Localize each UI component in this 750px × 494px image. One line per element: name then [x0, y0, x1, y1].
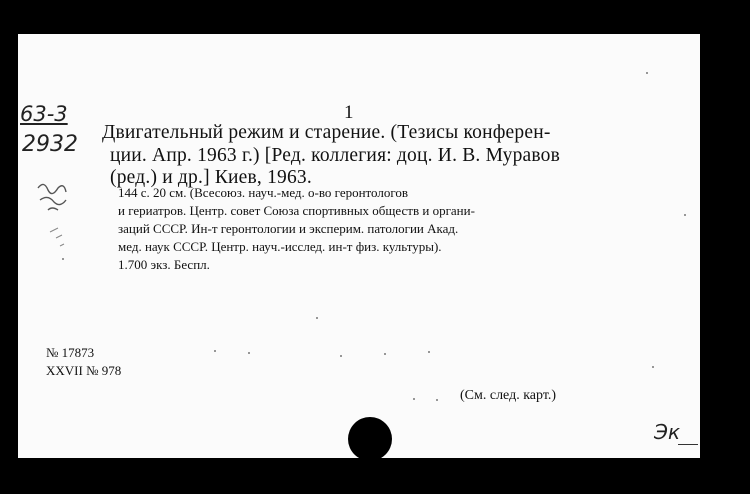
- body-line-2: и гериатров. Центр. совет Союза спортивных обществ и органи-: [118, 203, 475, 218]
- speck: [652, 366, 654, 368]
- speck: [62, 258, 64, 260]
- title-line-2: ции. Апр. 1963 г.) [Ред. коллегия: доц. И. В. Муравов: [110, 145, 561, 166]
- speck: [413, 398, 415, 400]
- speck: [214, 350, 216, 352]
- speck: [646, 72, 648, 74]
- title-line-3: (ред.) и др.] Киев, 1963.: [110, 167, 312, 188]
- continuation-note: (См. след. карт.): [460, 388, 557, 403]
- punch-hole: [348, 417, 392, 461]
- handwritten-code-bottom: 2932: [22, 132, 78, 157]
- body-line-1: 144 с. 20 см. (Всесоюз. науч.-мед. о-во геронтологов: [118, 185, 409, 200]
- speck: [428, 351, 430, 353]
- corner-underline: [678, 444, 698, 445]
- register-volume: XXVII № 978: [46, 363, 122, 378]
- speck: [384, 353, 386, 355]
- body-line-3: заций СССР. Ин-т геронтологии и эксперим. патологии Акад.: [118, 221, 459, 236]
- speck: [684, 214, 686, 216]
- title-line-1: Двигательный режим и старение. (Тезисы конферен-: [102, 122, 551, 143]
- card-number: 1: [344, 102, 354, 123]
- handwritten-scribble-icon: [34, 180, 94, 220]
- catalog-card: [18, 34, 700, 458]
- speck: [248, 352, 250, 354]
- register-number: № 17873: [46, 345, 95, 360]
- body-line-4: мед. наук СССР. Центр. науч.-исслед. ин-т физ. культуры).: [118, 239, 442, 254]
- handwritten-corner-mark: Эк: [654, 420, 681, 444]
- speck: [340, 355, 342, 357]
- body-line-5: 1.700 экз. Беспл.: [118, 257, 210, 272]
- handwritten-code-top: 63-3: [20, 102, 68, 126]
- speck: [316, 317, 318, 319]
- speck: [436, 399, 438, 401]
- handwritten-mark-icon: [46, 222, 76, 252]
